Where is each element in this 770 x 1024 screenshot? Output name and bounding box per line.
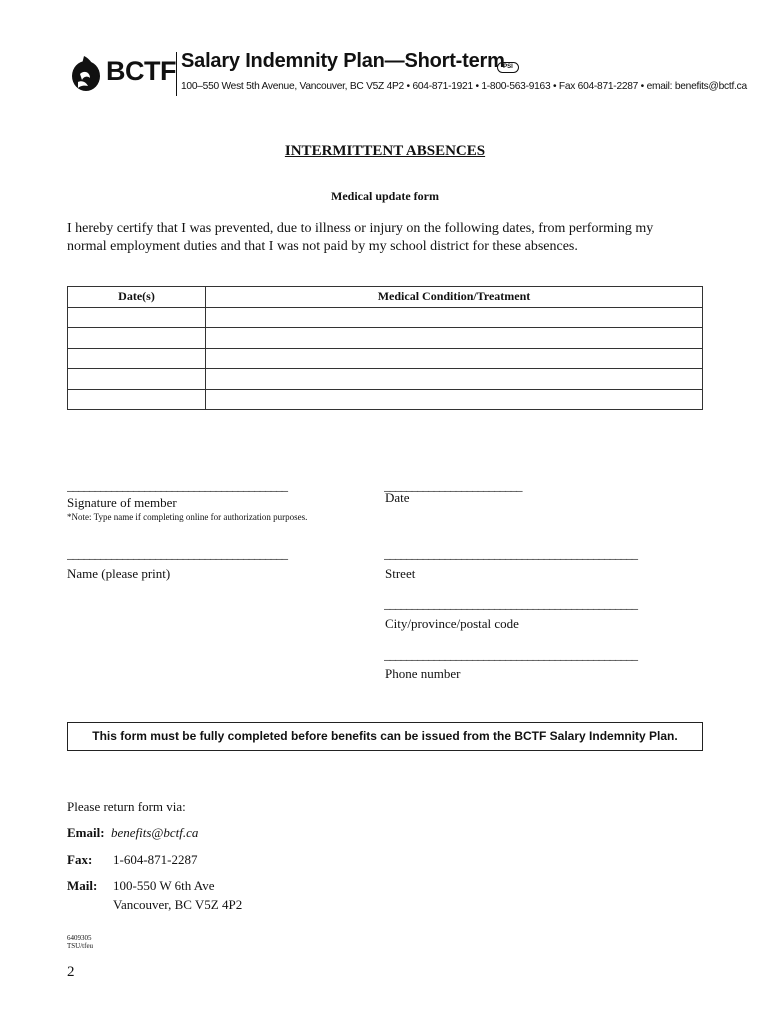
fax-value: 1-604-871-2287 [113,852,198,867]
condition-cell[interactable] [206,307,703,328]
phone-field[interactable]: ______________________________________________ [384,647,637,662]
psi-badge: PSI [497,62,519,73]
logo-text: BCTF [106,56,176,86]
table-row [68,328,703,349]
completion-notice: This form must be fully completed before benefits can be issued from the BCTF Salary Indemnity Plan. [67,722,703,751]
column-header-condition: Medical Condition/Treatment [206,287,703,308]
union-code: TSU/tfeu [67,942,94,950]
name-label: Name (please print) [67,566,171,581]
mail-label: Mail: [67,878,98,893]
header-divider [176,52,177,96]
condition-cell[interactable] [206,389,703,410]
fax-label: Fax: [67,852,93,867]
table-row [68,389,703,410]
bctf-flame-icon [70,52,110,96]
date-cell[interactable] [68,307,206,328]
table-row [68,307,703,328]
table-row [68,369,703,390]
date-label: Date [385,490,410,505]
name-field[interactable]: ________________________________________ [67,546,287,561]
condition-cell[interactable] [206,328,703,349]
form-code: 6409305 [67,934,92,942]
plan-title: Salary Indemnity Plan—Short-term [181,50,505,72]
certification-text: I hereby certify that I was prevented, due to illness or injury on the following dates, from performing my normal employment duties and that I was not paid by my school district for these absences. [67,221,654,254]
email-label: Email: [67,825,105,840]
date-cell[interactable] [68,328,206,349]
mail-address-line2: Vancouver, BC V5Z 4P2 [113,897,243,912]
page-number: 2 [67,964,75,980]
date-field[interactable]: _________________________ [384,478,522,493]
mail-address-line1: 100-550 W 6th Ave [113,878,215,893]
signature-label: Signature of member [67,495,177,510]
header-address: 100–550 West 5th Avenue, Vancouver, BC V5Z 4P2 • 604-871-1921 • 1-800-563-9163 • Fax 604-871-2287 • email: benefits@bctf.ca [181,81,747,92]
street-label: Street [385,566,416,581]
table-header-row [68,287,703,308]
signature-field[interactable]: ________________________________________ [67,478,287,493]
email-link[interactable]: benefits@bctf.ca [111,825,199,840]
page-title: INTERMITTENT ABSENCES [284,143,486,159]
return-intro: Please return form via: [67,799,186,814]
phone-label: Phone number [385,666,461,681]
city-label: City/province/postal code [385,616,519,631]
condition-cell[interactable] [206,369,703,390]
date-cell[interactable] [68,369,206,390]
city-field[interactable]: ______________________________________________ [384,596,637,611]
table-row [68,348,703,369]
date-cell[interactable] [68,348,206,369]
page-subtitle: Medical update form [331,189,439,203]
condition-cell[interactable] [206,348,703,369]
date-cell[interactable] [68,389,206,410]
signature-note: *Note: Type name if completing online for authorization purposes. [67,512,308,522]
street-field[interactable]: ______________________________________________ [384,546,637,561]
column-header-dates: Date(s) [68,287,206,308]
absences-table [67,286,703,410]
